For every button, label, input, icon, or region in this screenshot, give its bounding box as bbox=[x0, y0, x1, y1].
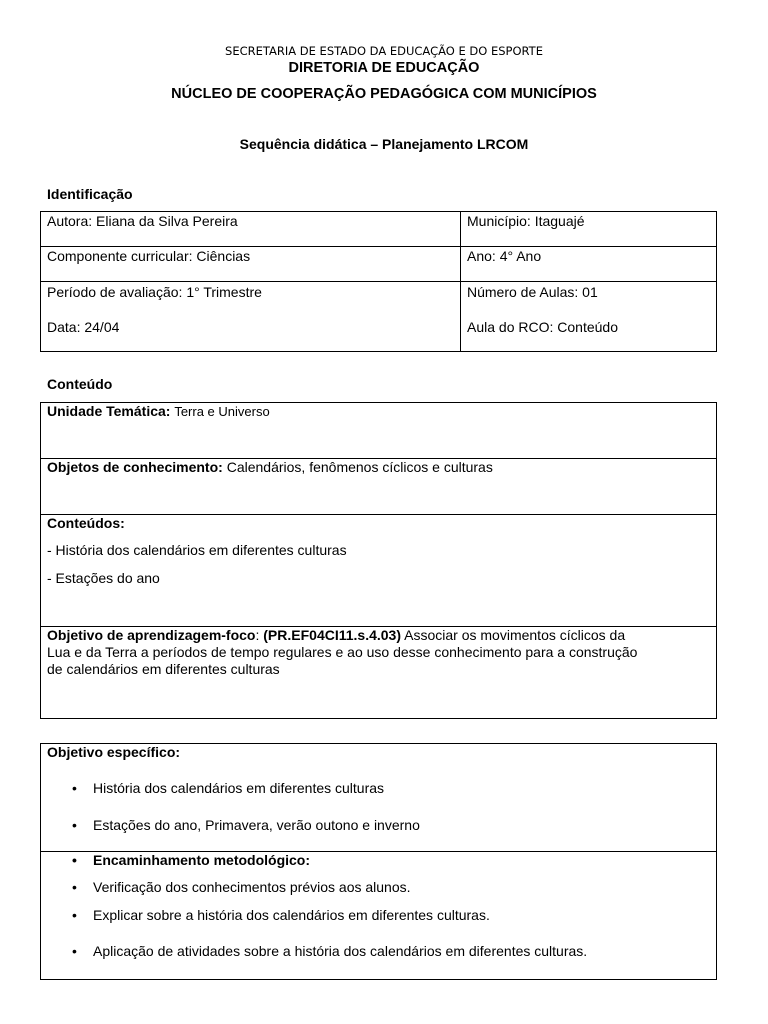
data-text: Data: 24/04 bbox=[47, 319, 120, 335]
conteudo-label: Conteúdo bbox=[47, 376, 113, 392]
list-item: • Verificação dos conhecimentos prévios aos alunos. bbox=[47, 879, 710, 896]
identificacao-table bbox=[40, 211, 717, 352]
numero-aulas-text: Número de Aulas: 01 bbox=[467, 284, 598, 300]
objetivo-especifico-table bbox=[40, 743, 717, 980]
conteudo-table bbox=[40, 402, 717, 719]
list-item: • Estações do ano, Primavera, verão outono e inverno bbox=[47, 817, 710, 834]
unidade-label: Unidade Temática: bbox=[47, 403, 171, 419]
ano-text: Ano: 4° Ano bbox=[467, 248, 542, 264]
componente-text: Componente curricular: Ciências bbox=[47, 248, 251, 264]
objetivo-label: Objetivo de aprendizagem-foco bbox=[47, 627, 256, 643]
objetivo-code: (PR.EF04CI11.s.4.03) bbox=[263, 627, 402, 643]
secretaria-heading: SECRETARIA DE ESTADO DA EDUCAÇÃO E DO ESPORTE bbox=[225, 44, 543, 58]
objetivo-aprendizagem-cell: Objetivo de aprendizagem-foco: (PR.EF04CI11.s.4.03) Associar os movimentos cíclicos da Lua e da Terra a períodos de tempo regulares e ao uso desse conhecimento para a construção de calendários em diferentes culturas bbox=[41, 627, 717, 719]
objetos-value: Calendários, fenômenos cíclicos e culturas bbox=[226, 459, 493, 475]
unidade-value: Terra e Universo bbox=[174, 404, 270, 419]
municipio-text: Município: Itaguajé bbox=[467, 213, 585, 229]
objetivo-text: de calendários em diferentes culturas bbox=[47, 661, 280, 677]
conteudos-label: Conteúdos: bbox=[47, 515, 125, 531]
aula-rco-text: Aula do RCO: Conteúdo bbox=[467, 319, 618, 335]
list-item: • História dos calendários em diferentes culturas bbox=[47, 780, 710, 797]
document-subtitle: Sequência didática – Planejamento LRCOM bbox=[239, 136, 529, 152]
objetivo-especifico-cell bbox=[41, 744, 717, 852]
municipio-cell bbox=[461, 212, 717, 247]
objetivo-text: Lua e da Terra a períodos de tempo regulares e ao uso desse conhecimento para a construção bbox=[47, 644, 638, 660]
conteudos-item: - História dos calendários em diferentes culturas bbox=[47, 542, 347, 558]
autora-cell bbox=[41, 212, 461, 247]
list-item: • Explicar sobre a história dos calendários em diferentes culturas. bbox=[47, 907, 710, 924]
objetos-cell bbox=[41, 459, 717, 515]
list-item: • Aplicação de atividades sobre a história dos calendários em diferentes culturas. bbox=[47, 943, 710, 960]
encaminhamento-label: • Encaminhamento metodológico: bbox=[47, 852, 710, 869]
ano-cell bbox=[461, 247, 717, 282]
objetivo-especifico-label: Objetivo específico: bbox=[47, 744, 181, 760]
identificacao-label: Identificação bbox=[47, 186, 133, 202]
encaminhamento-cell bbox=[41, 852, 717, 980]
conteudos-item: - Estações do ano bbox=[47, 570, 160, 586]
periodo-text: Período de avaliação: 1° Trimestre bbox=[47, 284, 262, 300]
autora-text: Autora: Eliana da Silva Pereira bbox=[47, 213, 238, 229]
aulas-cell bbox=[461, 282, 717, 352]
objetos-label: Objetos de conhecimento: bbox=[47, 459, 223, 475]
periodo-cell bbox=[41, 282, 461, 352]
nucleo-heading: NÚCLEO DE COOPERAÇÃO PEDAGÓGICA COM MUNICÍPIOS bbox=[171, 86, 597, 102]
conteudos-cell bbox=[41, 515, 717, 627]
objetivo-text: Associar os movimentos cíclicos da bbox=[404, 627, 626, 643]
componente-cell bbox=[41, 247, 461, 282]
unidade-tematica-cell bbox=[41, 403, 717, 459]
diretoria-heading: DIRETORIA DE EDUCAÇÃO bbox=[288, 60, 480, 76]
